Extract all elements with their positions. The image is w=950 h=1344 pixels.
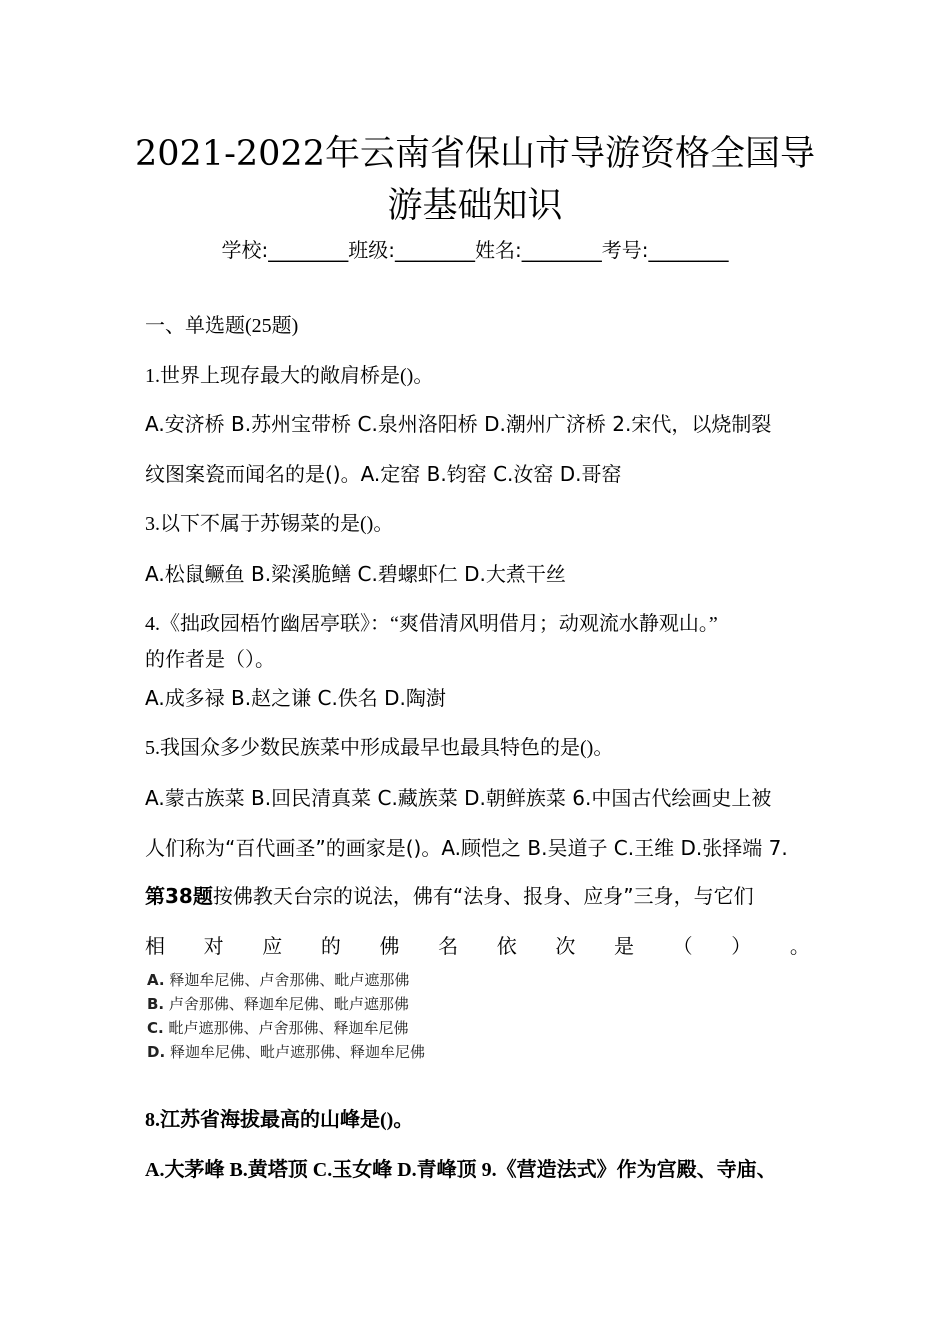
question-7-line1 xyxy=(145,882,810,910)
spread-char: ） xyxy=(731,934,752,958)
spread-char: 。 xyxy=(789,934,810,958)
spread-char: （ xyxy=(672,934,693,958)
question-4-line2: 的作者是（）。 xyxy=(145,649,275,671)
spread-char: 依 xyxy=(496,934,517,958)
spread-char: 是 xyxy=(614,934,634,958)
question-7-option-d: D. 释迦牟尼佛、毗卢遮那佛、释迦牟尼佛 xyxy=(147,1043,425,1061)
question-7-line2 xyxy=(145,932,810,960)
question-6-line: 人们称为“百代画圣”的画家是()。A.顾恺之 B.吴道子 C.王维 D.张择端 7. xyxy=(145,836,788,860)
doc-title-line1: 2021-2022年云南省保山市导游资格全国导 xyxy=(135,134,815,174)
question-2-line: 纹图案瓷而闻名的是()。A.定窑 B.钧窑 C.汝窑 D.哥窑 xyxy=(145,462,622,486)
doc-title-line2: 游基础知识 xyxy=(387,186,563,226)
spread-char: 相 xyxy=(145,934,165,958)
question-7-option-b: B. 卢舍那佛、释迦牟尼佛、毗卢遮那佛 xyxy=(147,995,409,1013)
section-heading: 一、单选题(25题) xyxy=(145,315,299,337)
spread-char: 次 xyxy=(555,934,576,958)
question-4-options: A.成多禄 B.赵之谦 C.佚名 D.陶澍 xyxy=(145,686,446,710)
spread-char: 名 xyxy=(438,934,459,958)
question-4-line1: 4.《拙政园梧竹幽居亭联》：“爽借清风明借月；动观流水静观山。” xyxy=(145,613,718,635)
question-7-number: 第38题 xyxy=(145,884,213,908)
spread-char: 的 xyxy=(320,934,341,958)
spread-char: 应 xyxy=(262,934,283,958)
question-5: 5.我国众多少数民族菜中形成最早也最具特色的是()。 xyxy=(145,737,614,759)
student-info-line: 学校:________班级:________姓名:________考号:________ xyxy=(221,238,729,262)
question-8: 8.江苏省海拔最高的山峰是()。 xyxy=(145,1109,414,1131)
question-3-options: A.松鼠鳜鱼 B.梁溪脆鳝 C.碧螺虾仁 D.大煮干丝 xyxy=(145,562,566,586)
question-8-options: A.大茅峰 B.黄塔顶 C.玉女峰 D.青峰顶 9.《营造法式》作为宫殿、寺庙、 xyxy=(145,1159,777,1181)
spread-char: 对 xyxy=(203,934,224,958)
spread-char: 佛 xyxy=(379,934,400,958)
question-1-options: A.安济桥 B.苏州宝带桥 C.泉州洛阳桥 D.潮州广济桥 2.宋代，以烧制裂 xyxy=(145,412,772,436)
question-3: 3.以下不属于苏锡菜的是()。 xyxy=(145,513,394,535)
question-5-options: A.蒙古族菜 B.回民清真菜 C.藏族菜 D.朝鲜族菜 6.中国古代绘画史上被 xyxy=(145,786,772,810)
question-1: 1.世界上现存最大的敞肩桥是()。 xyxy=(145,365,434,387)
question-7-text: 按佛教天台宗的说法，佛有“法身、报身、应身”三身，与它们 xyxy=(212,884,754,908)
question-7-option-a: A. 释迦牟尼佛、卢舍那佛、毗卢遮那佛 xyxy=(147,971,410,989)
question-7-option-c: C. 毗卢遮那佛、卢舍那佛、释迦牟尼佛 xyxy=(147,1019,409,1037)
